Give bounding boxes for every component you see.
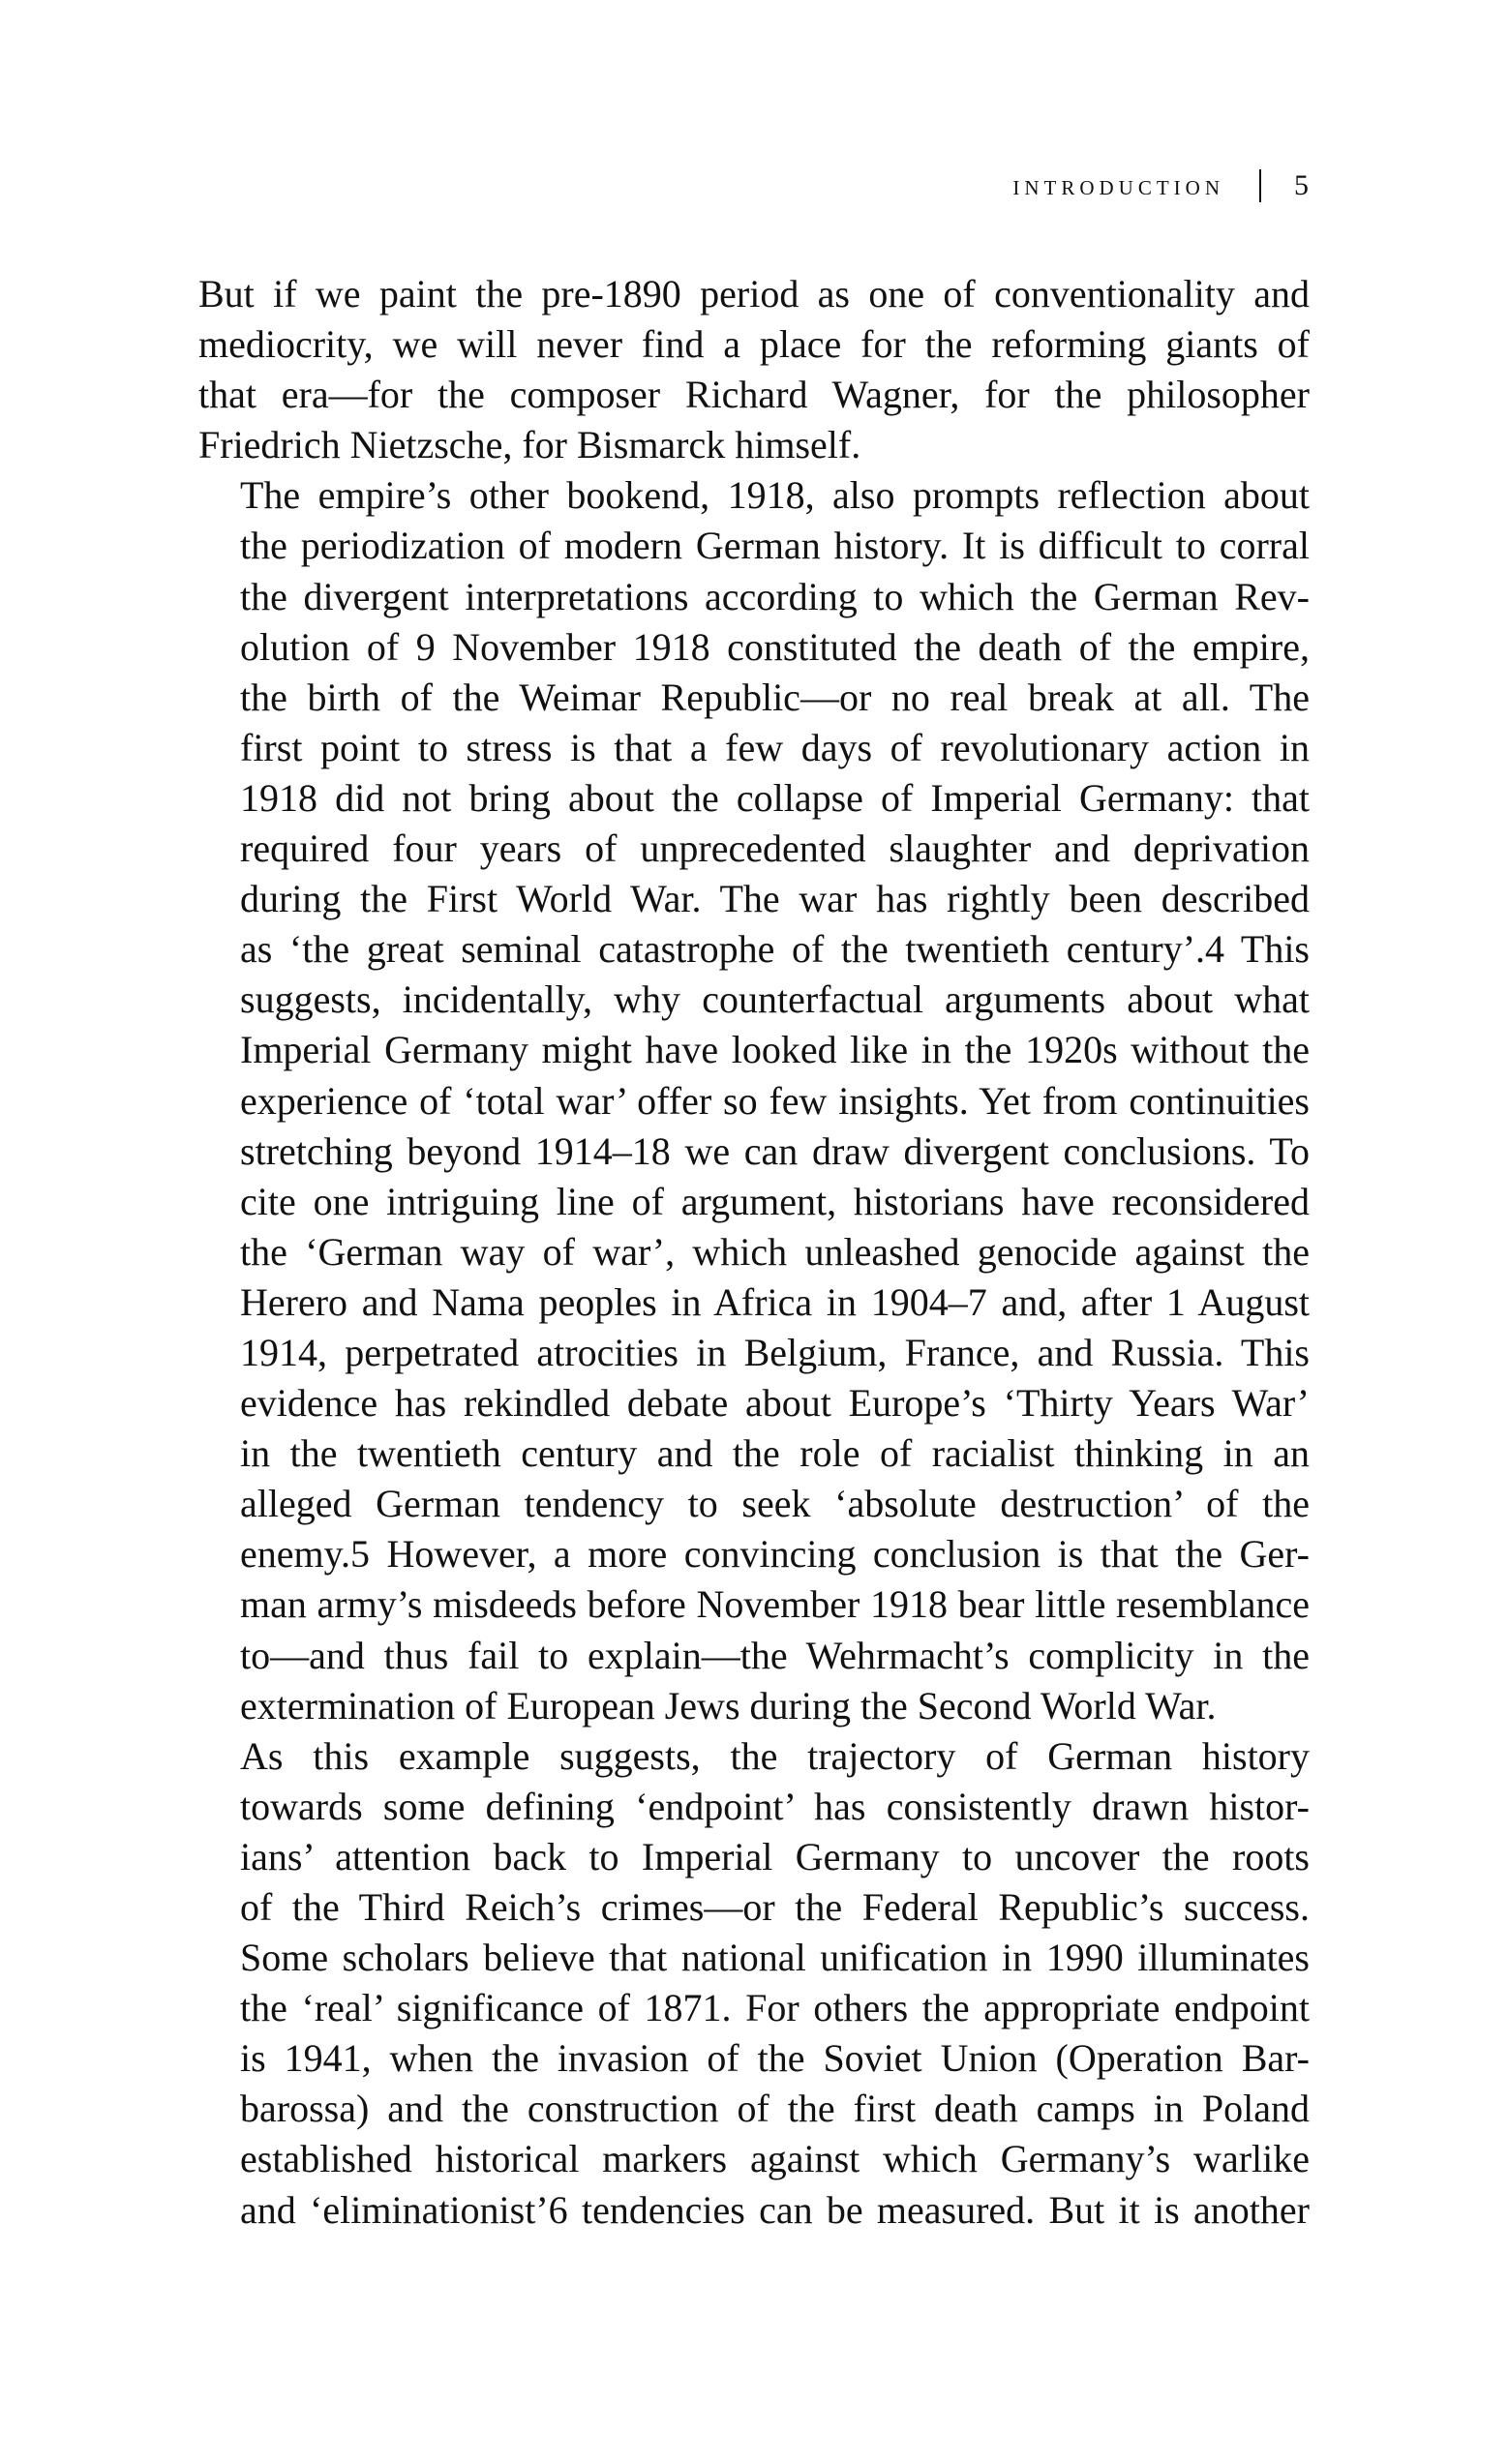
text-line: cite one intriguing line of argument, historians have reconsidered xyxy=(240,1179,1310,1223)
text-line: evidence has rekindled debate about Europe’s ‘Thirty Years War’ xyxy=(240,1381,1310,1426)
text-line: the ‘real’ significance of 1871. For others the appropriate endpoint xyxy=(240,1986,1310,2030)
text-line: established historical markers against which Germany’s warlike xyxy=(240,2137,1310,2181)
text-line: during the First World War. The war has rightly been described xyxy=(240,877,1310,921)
text-line: the divergent interpretations according to which the German Rev- xyxy=(240,574,1310,618)
text-line: alleged German tendency to seek ‘absolute destruction’ of the xyxy=(240,1482,1310,1526)
text-line: olution of 9 November 1918 constituted the death of the empire, xyxy=(240,624,1310,669)
body-text xyxy=(198,269,1310,2236)
text-line: of the Third Reich’s crimes—or the Federal Republic’s success. xyxy=(240,1885,1310,1929)
text-line: is 1941, when the invasion of the Soviet Union (Operation Bar- xyxy=(240,2036,1310,2081)
text-line: As this example suggests, the trajectory of German history xyxy=(240,1733,1310,1778)
running-head-divider xyxy=(1259,169,1261,202)
text-line: 1914, perpetrated atrocities in Belgium, France, and Russia. This xyxy=(240,1330,1310,1374)
text-line: Some scholars believe that national unification in 1990 illuminates xyxy=(240,1936,1310,1980)
text-line: first point to stress is that a few days of revolutionary action in xyxy=(240,725,1310,769)
text-line: man army’s misdeeds before November 1918 bear little resemblance xyxy=(240,1582,1310,1627)
text-line: the ‘German way of war’, which unleashed genocide against the xyxy=(240,1229,1310,1274)
text-line: Herero and Nama peoples in Africa in 1904–7 and, after 1 August xyxy=(240,1279,1310,1324)
paragraph-3 xyxy=(198,1731,1310,2236)
text-line: suggests, incidentally, why counterfactual arguments about what xyxy=(240,977,1310,1022)
paragraph-2 xyxy=(198,470,1310,1730)
text-line: and ‘eliminationist’6 tendencies can be measured. But it is another xyxy=(240,2187,1310,2232)
paragraph-1 xyxy=(198,269,1310,470)
text-line: in the twentieth century and the role of racialist thinking in an xyxy=(240,1431,1310,1476)
text-line: enemy.5 However, a more convincing conclusion is that the Ger- xyxy=(240,1532,1310,1577)
text-line: to—and thus fail to explain—the Wehrmacht’s complicity in the xyxy=(240,1633,1310,1677)
page-number: 5 xyxy=(1294,169,1309,201)
text-line: that era—for the composer Richard Wagner, for the philosopher xyxy=(198,373,1310,417)
text-line: But if we paint the pre-1890 period as one of conventionality and xyxy=(198,272,1310,316)
text-line: stretching beyond 1914–18 we can draw divergent conclusions. To xyxy=(240,1128,1310,1173)
running-head-section: introduction xyxy=(1012,169,1224,201)
text-line: mediocrity, we will never find a place for the reforming giants of xyxy=(198,322,1310,367)
text-line: the periodization of modern German history. It is difficult to corral xyxy=(240,524,1310,568)
text-line: as ‘the great seminal catastrophe of the twentieth century’.4 This xyxy=(240,927,1310,972)
text-line: ians’ attention back to Imperial Germany to uncover the roots xyxy=(240,1834,1310,1878)
text-line: 1918 did not bring about the collapse of Imperial Germany: that xyxy=(240,775,1310,820)
text-line: Imperial Germany might have looked like in the 1920s without the xyxy=(240,1028,1310,1072)
text-line: the birth of the Weimar Republic—or no real break at all. The xyxy=(240,675,1310,719)
text-line: The empire’s other bookend, 1918, also prompts reflection about xyxy=(240,473,1310,518)
text-line: towards some defining ‘endpoint’ has consistently drawn histor- xyxy=(240,1784,1310,1828)
text-line: barossa) and the construction of the first death camps in Poland xyxy=(240,2087,1310,2131)
running-head xyxy=(1012,169,1309,202)
text-line: Friedrich Nietzsche, for Bismarck himself. xyxy=(198,423,861,467)
text-line: extermination of European Jews during the Second World War. xyxy=(240,1683,1217,1728)
text-line: required four years of unprecedented slaughter and deprivation xyxy=(240,826,1310,871)
text-line: experience of ‘total war’ offer so few insights. Yet from continuities xyxy=(240,1078,1310,1123)
